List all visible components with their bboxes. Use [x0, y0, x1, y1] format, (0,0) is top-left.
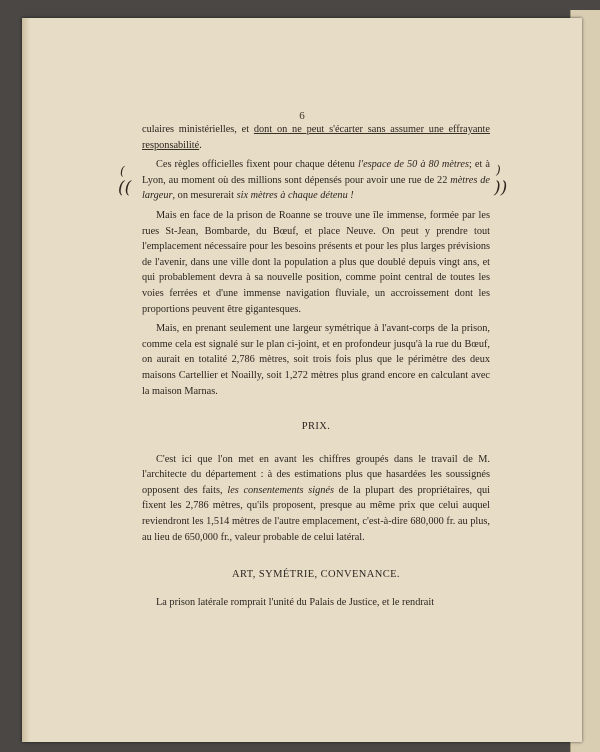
section-heading-art: ART, SYMÉTRIE, CONVENANCE.: [232, 569, 400, 581]
paragraph-6: La prison latérale romprait l'unité du Palais de Justice, et le rendrait: [156, 596, 435, 608]
paragraph-3: Mais en face de la prison de Roanne se trouve une île immense, formée par les rues St-Jean, Bombarde, du Bœuf, et place Neuve. On peut y prendre tout l'emplacement nécessaire pour les besoins présents et pour les plus larges prévisions de l'avenir, dans une ville dont la population a plus que doublé depuis vingt ans, et qui probablement devra à sa nouvelle position, comme point central de toutes les voies ferrées et d'une immense navigation fluviale, un accroissement dont les proportions peuvent être gigantesques.: [142, 209, 490, 315]
paragraph-4: Mais, en prenant seulement une largeur symétrique à l'avant-corps de la prison, comme cela est signalé sur le plan ci-joint, et en profondeur jusqu'à la rue du Bœuf, on aurait en totalité 2,786 mètres, soit trois fois plus que le périmètre des deux maisons Cartellier et Noailly, soit 1,272 mètres plus grand encore en calculant avec la maison Marnas.: [142, 323, 490, 397]
page-number: 6: [299, 110, 305, 122]
document-page: [22, 18, 582, 742]
handwritten-mark-left-small: (: [120, 164, 125, 178]
handwritten-mark-left-double: ((: [118, 178, 132, 198]
page-shadow-edge: [22, 18, 30, 742]
handwritten-mark-right-double: )): [494, 178, 508, 198]
underlined-phrase: dont on ne peut s'écarter sans assumer une effrayante responsabilité: [142, 124, 490, 151]
paragraph-1: culaires ministérielles, et dont on ne peut s'écarter sans assumer une effrayante responsabilité.: [142, 124, 490, 151]
handwritten-mark-right-small: ): [496, 163, 501, 177]
paragraph-5: C'est ici que l'on met en avant les chiffres groupés dans le travail de M. l'architecte du département : à des estimations plus que hasardées les soussignés opposent des faits, les consentements signés de la plupart des propriétaires, qui fixent les 2,786 mètres, qu'ils proposent, presque au même prix que celui auquel reviendront les 1,514 mètres de l'autre emplacement, c'est-à-dire 680,000 fr. au plus, au lieu de 650,000 fr., valeur probable de celui latéral.: [142, 453, 490, 543]
body-text: [142, 122, 490, 610]
paragraph-2: Ces règles officielles fixent pour chaque détenu l'espace de 50 à 80 mètres; et à Lyon, au moment où des millions sont dépensés pour avoir une rue de 22 mètres de largeur, on mesurerait six mètres à chaque détenu !: [142, 159, 490, 202]
section-heading-prix: PRIX.: [301, 421, 331, 433]
